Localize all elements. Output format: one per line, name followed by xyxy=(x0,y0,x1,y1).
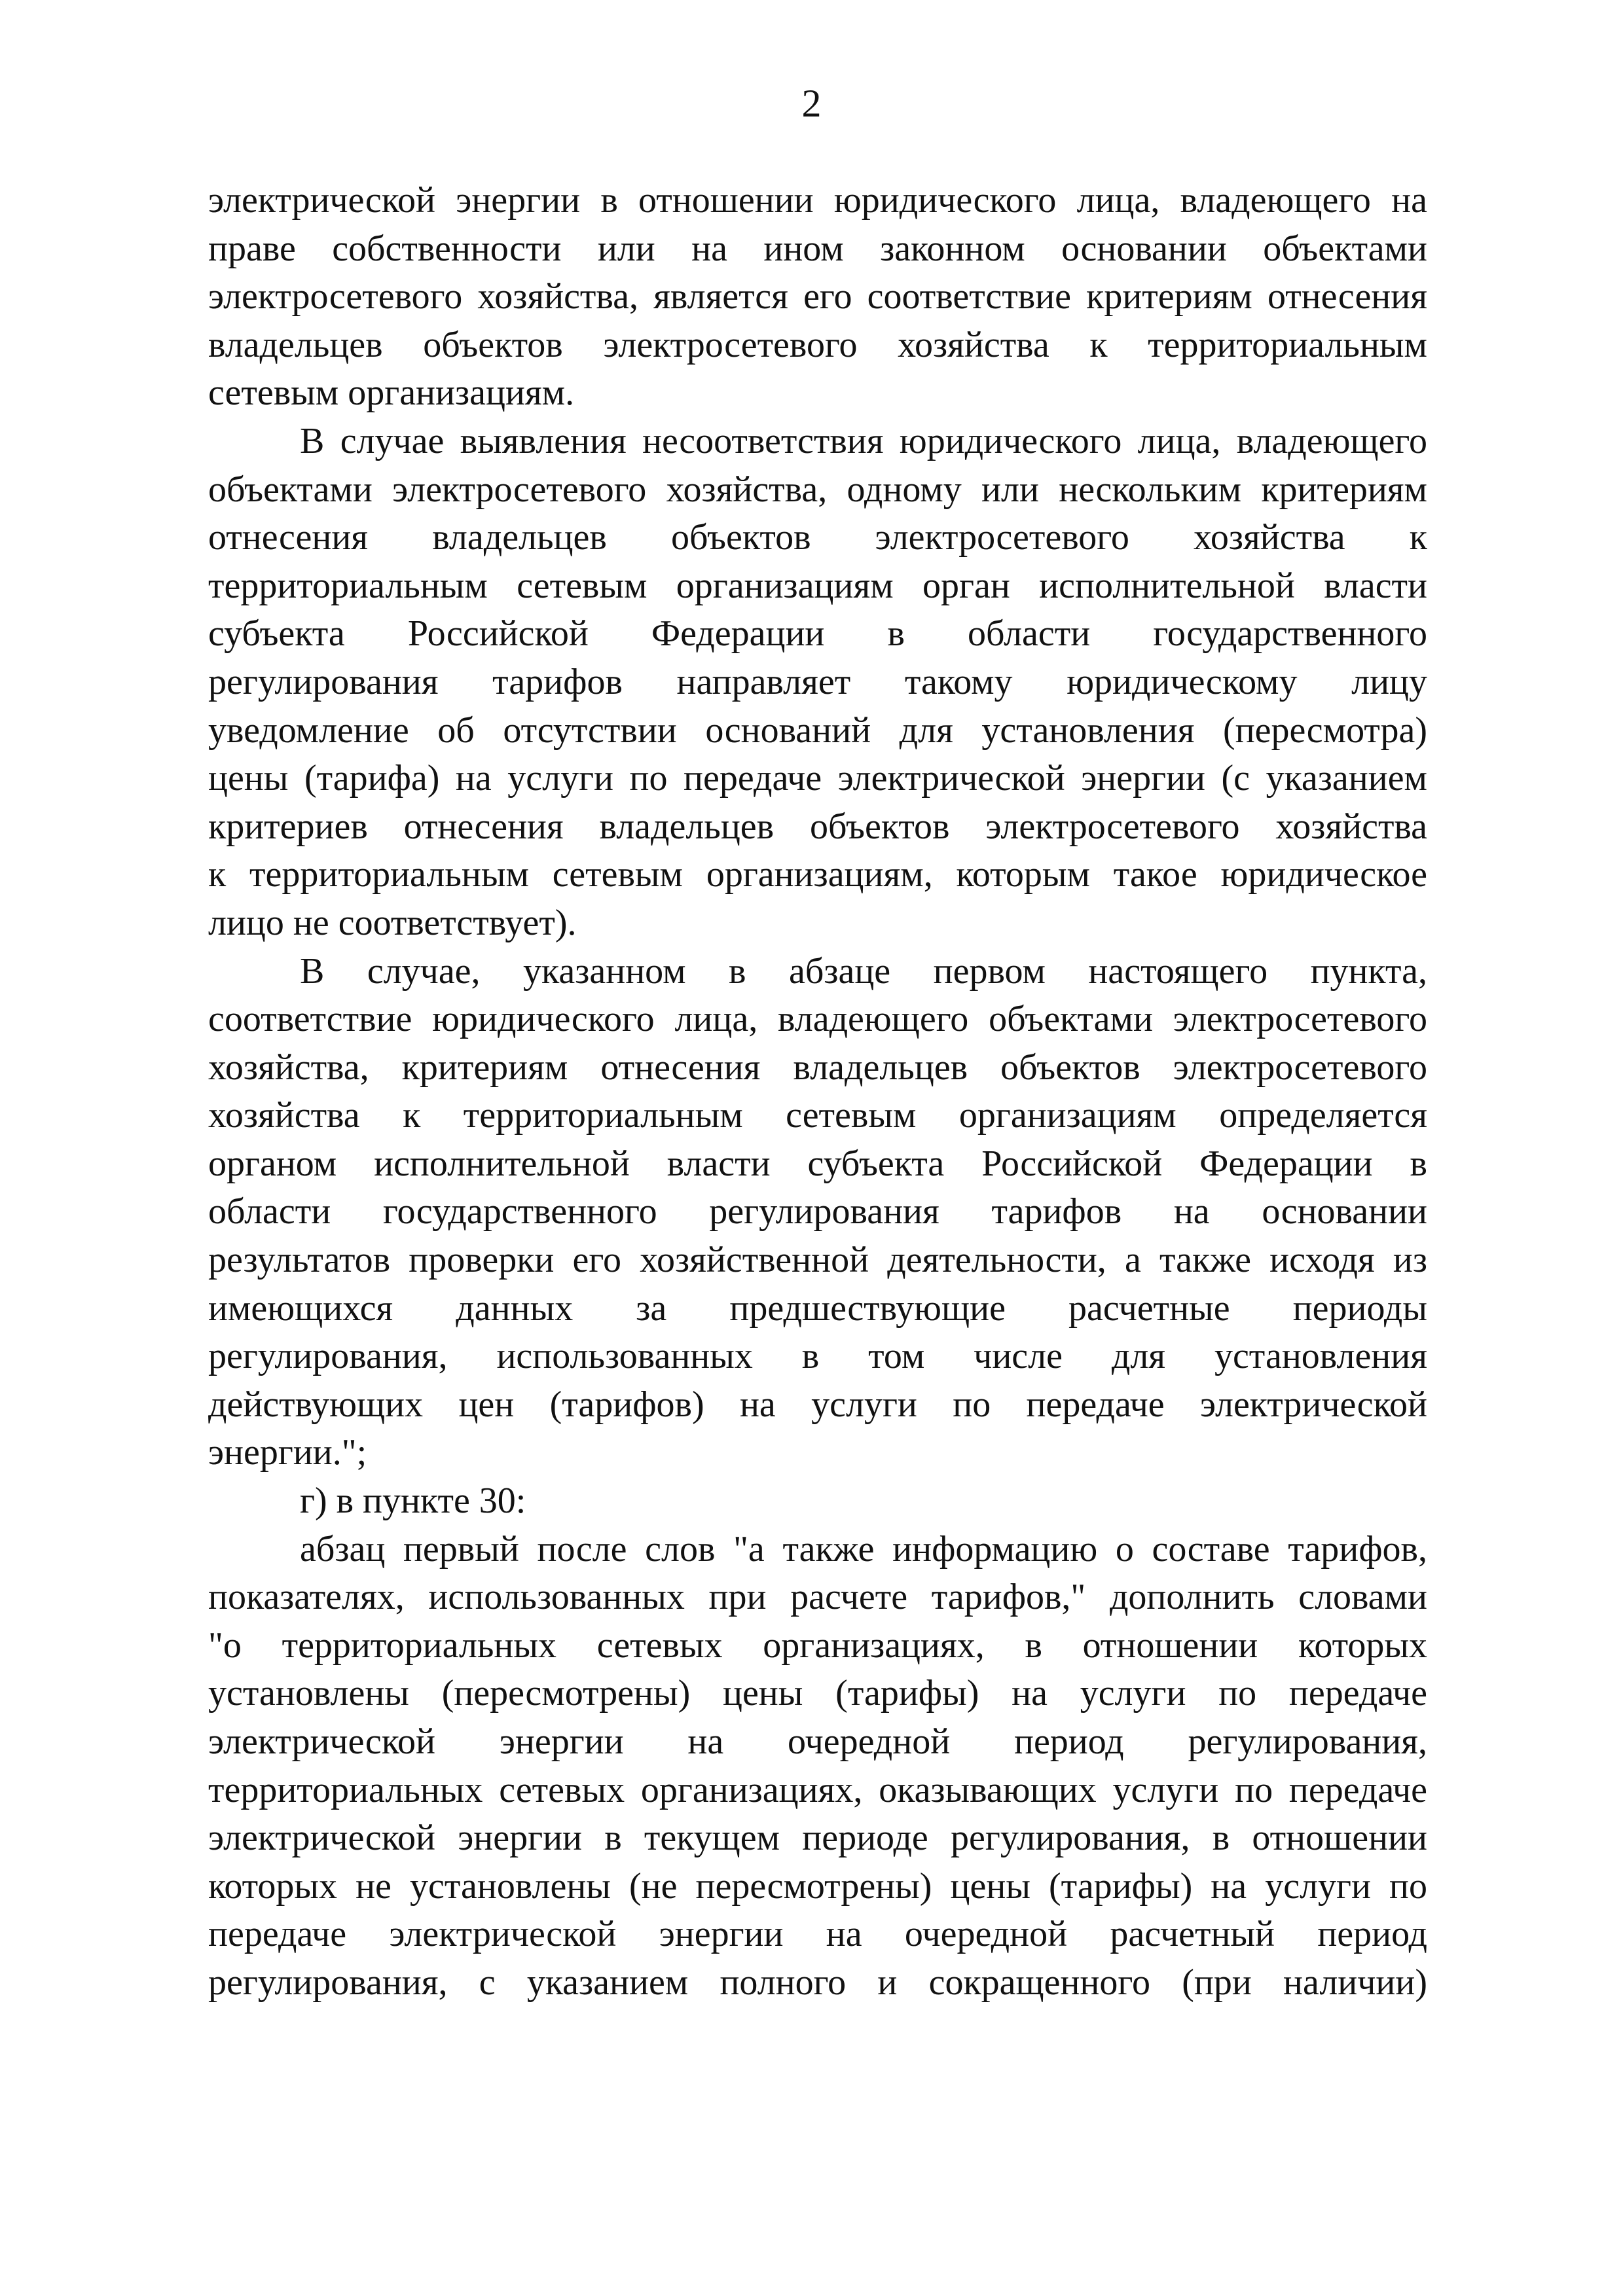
text-line: цены (тарифа) на услуги по передаче электрической энергии (с указанием xyxy=(208,758,1427,799)
text-line: показателях, использованных при расчете тарифов," дополнить словами xyxy=(208,1577,1427,1618)
page-number: 2 xyxy=(801,82,822,125)
text-line: сетевым организациям. xyxy=(208,372,575,414)
text-line: отнесения владельцев объектов электросетевого хозяйства к xyxy=(208,517,1427,558)
text-line: энергии."; xyxy=(208,1432,367,1473)
text-line: которых не установлены (не пересмотрены) цены (тарифы) на услуги по xyxy=(208,1865,1427,1907)
text-line: лицо не соответствует). xyxy=(208,902,577,943)
text-line: владельцев объектов электросетевого хозяйства к территориальным xyxy=(208,324,1427,365)
text-line: электрической энергии на очередной период регулирования, xyxy=(208,1721,1427,1762)
text-line: органом исполнительной власти субъекта Российской Федерации в xyxy=(208,1143,1427,1184)
text-line: электрической энергии в текущем периоде регулирования, в отношении xyxy=(208,1818,1427,1859)
text-line: электросетевого хозяйства, является его соответствие критериям отнесения xyxy=(208,276,1427,317)
text-line: передаче электрической энергии на очередной расчетный период xyxy=(208,1914,1427,1955)
paragraph xyxy=(208,1526,1427,2007)
paragraph xyxy=(208,948,1427,1478)
paragraph xyxy=(208,177,1427,418)
text-line: праве собственности или на ином законном основании объектами xyxy=(208,228,1427,269)
text-line: установлены (пересмотрены) цены (тарифы) на услуги по передаче xyxy=(208,1673,1427,1714)
paragraph xyxy=(208,1477,1427,1526)
text-line: "о территориальных сетевых организациях, в отношении которых xyxy=(208,1624,1427,1666)
document-body xyxy=(208,177,1427,2007)
text-line: действующих цен (тарифов) на услуги по передаче электрической xyxy=(208,1384,1427,1425)
text-line: абзац первый после слов "а также информацию о составе тарифов, xyxy=(300,1528,1427,1570)
text-line: имеющихся данных за предшествующие расчетные периоды xyxy=(208,1287,1427,1329)
paragraph xyxy=(208,418,1427,948)
text-line: регулирования, использованных в том числе для установления xyxy=(208,1336,1427,1377)
text-line: электрической энергии в отношении юридического лица, владеющего на xyxy=(208,180,1427,221)
text-line: области государственного регулирования тарифов на основании xyxy=(208,1191,1427,1232)
text-line: хозяйства к территориальным сетевым организациям определяется xyxy=(208,1095,1427,1136)
text-line: регулирования тарифов направляет такому юридическому лицу xyxy=(208,661,1427,702)
text-line: субъекта Российской Федерации в области государственного xyxy=(208,613,1427,655)
text-line: регулирования, с указанием полного и сокращенного (при наличии) xyxy=(208,1962,1427,2003)
text-line: результатов проверки его хозяйственной деятельности, а также исходя из xyxy=(208,1240,1427,1281)
text-line: В случае выявления несоответствия юридического лица, владеющего xyxy=(300,420,1427,461)
text-line: объектами электросетевого хозяйства, одному или нескольким критериям xyxy=(208,469,1427,510)
text-line: уведомление об отсутствии оснований для установления (пересмотра) xyxy=(208,709,1427,751)
text-line: к территориальным сетевым организациям, которым такое юридическое xyxy=(208,854,1427,895)
text-line: критериев отнесения владельцев объектов электросетевого хозяйства xyxy=(208,806,1427,847)
text-line: территориальных сетевых организациях, оказывающих услуги по передаче xyxy=(208,1769,1427,1810)
text-line: соответствие юридического лица, владеющего объектами электросетевого xyxy=(208,999,1427,1040)
text-line: хозяйства, критериям отнесения владельцев объектов электросетевого xyxy=(208,1047,1427,1088)
text-line: г) в пункте 30: xyxy=(300,1480,526,1522)
text-line: В случае, указанном в абзаце первом настоящего пункта, xyxy=(300,950,1427,992)
text-line: территориальным сетевым организациям орган исполнительной власти xyxy=(208,565,1427,606)
